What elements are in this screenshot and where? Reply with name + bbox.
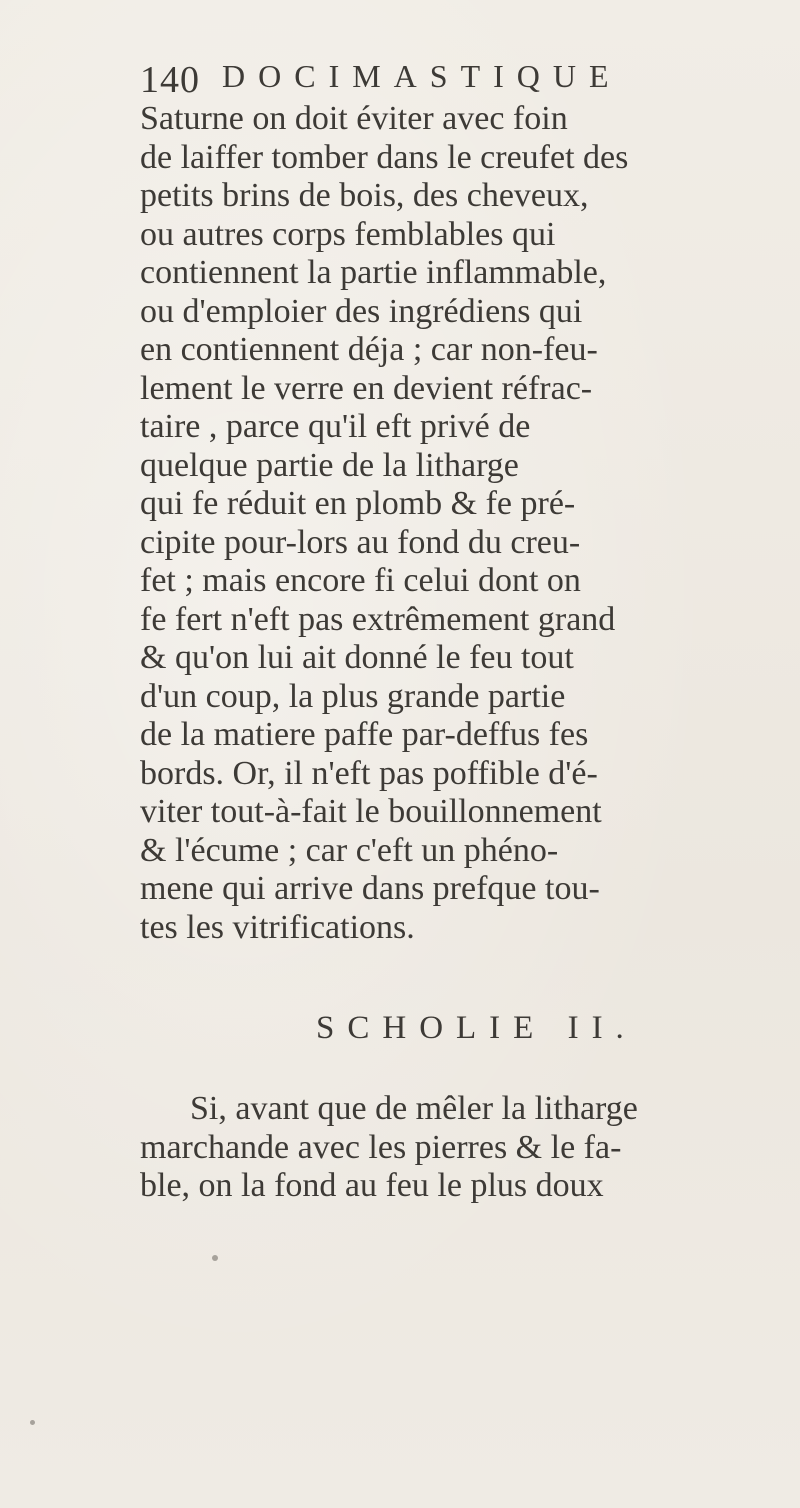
text-line: de laiffer tomber dans le creufet des xyxy=(140,138,629,176)
text-line: de la matiere paffe par-deffus fes xyxy=(140,716,589,753)
text-line: cipite pour-lors au fond du creu- xyxy=(140,523,581,561)
page-number: 140 xyxy=(140,59,200,101)
ink-speck xyxy=(30,1420,35,1425)
text-line: mene qui arrive dans prefque tou- xyxy=(140,870,600,907)
text-line: & qu'on lui ait donné le feu tout xyxy=(140,639,574,676)
text-line: bords. Or, il n'eft pas poffible d'é- xyxy=(140,754,598,792)
text-line: contiennent la partie inflammable, xyxy=(140,254,607,291)
text-line: ou d'emploier des ingrédiens qui xyxy=(140,292,583,330)
text-line: petits brins de bois, des cheveux, xyxy=(140,177,589,214)
text-line: Si, avant que de mêler la litharge xyxy=(190,1090,638,1127)
text-line: ble, on la fond au feu le plus doux xyxy=(140,1167,604,1204)
body-paragraph xyxy=(140,1090,780,1206)
text-line: viter tout-à-fait le bouillonnement xyxy=(140,793,602,830)
text-line: fe fert n'eft pas extrêmement grand xyxy=(140,600,616,638)
text-line: marchande avec les pierres & le fa- xyxy=(140,1128,622,1166)
text-line: taire , parce qu'il eft privé de xyxy=(140,408,531,445)
text-line: ou autres corps femblables qui xyxy=(140,215,556,253)
text-line: qui fe réduit en plomb & fe pré- xyxy=(140,485,576,522)
running-title: DOCIMASTIQUE xyxy=(222,58,622,94)
ink-speck xyxy=(212,1255,218,1261)
body-paragraph xyxy=(140,100,780,947)
text-line: & l'écume ; car c'eft un phéno- xyxy=(140,831,559,869)
text-line: lement le verre en devient réfrac- xyxy=(140,369,593,407)
text-line: quelque partie de la litharge xyxy=(140,446,519,484)
text-line: fet ; mais encore fi celui dont on xyxy=(140,562,581,599)
text-line: en contiennent déja ; car non-feu- xyxy=(140,331,598,368)
text-line: Saturne on doit éviter avec foin xyxy=(140,100,568,137)
text-line: d'un coup, la plus grande partie xyxy=(140,677,566,715)
section-heading: SCHOLIE II. xyxy=(316,1010,637,1046)
text-line: tes les vitrifications. xyxy=(140,908,415,946)
